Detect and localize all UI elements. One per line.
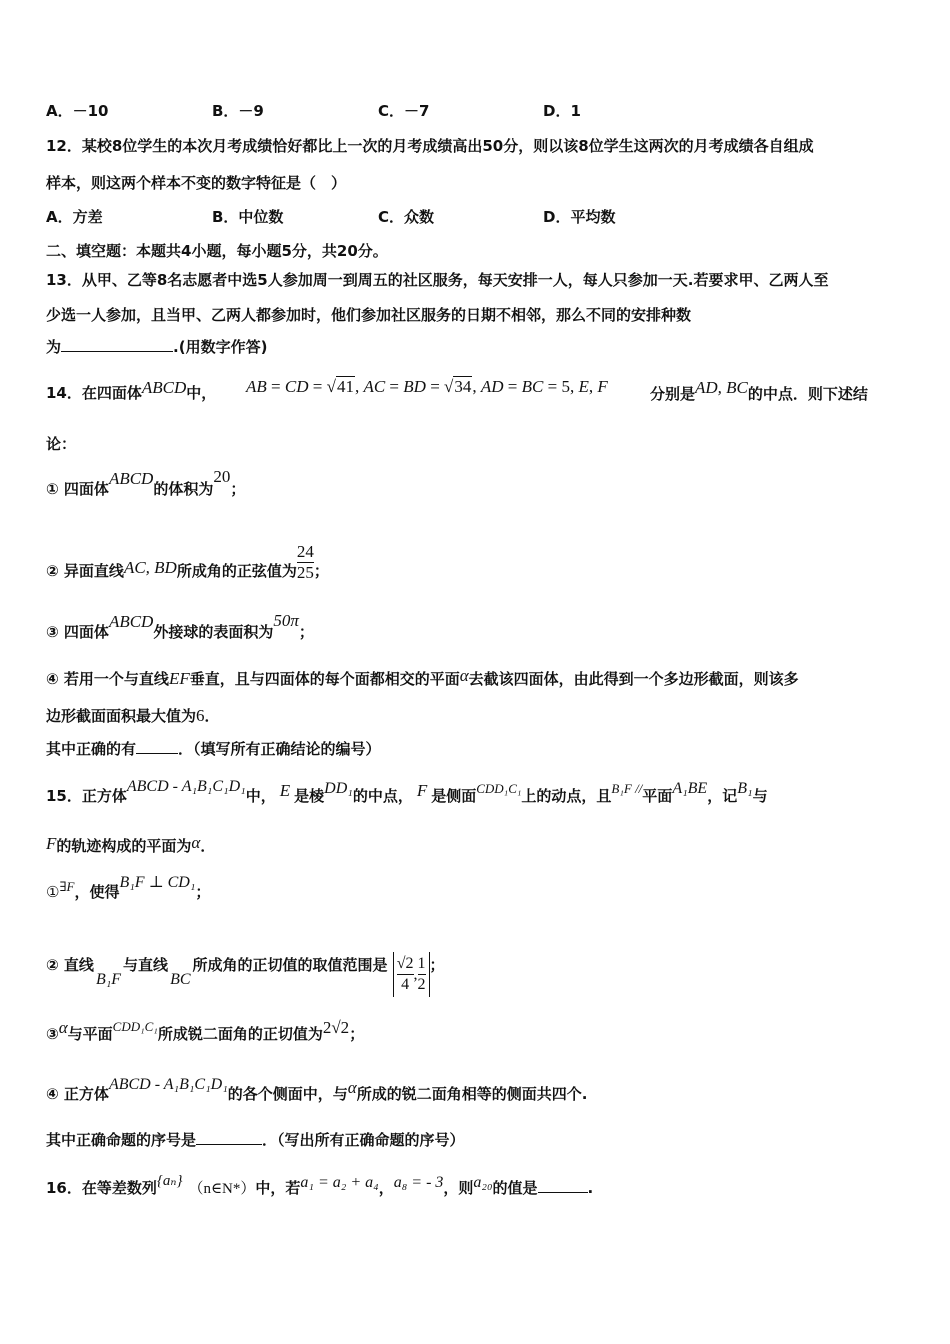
q14-ask-prefix: 其中正确的有 — [46, 740, 137, 758]
q11-option-a: A．－10 — [46, 102, 109, 120]
q15-s2-mid: 与直线 — [123, 956, 169, 974]
q15-line2-alpha: α — [191, 833, 201, 852]
q14-s4-alpha: α — [459, 666, 469, 685]
q11-option-b: B．－9 — [212, 102, 264, 120]
q15-cube: ABCD - A₁B₁C₁D₁ — [126, 778, 246, 795]
q15-mid7: ，记 — [707, 787, 738, 805]
fraction-numerator: 1 — [417, 955, 426, 972]
q16-mid2: ，则 — [443, 1179, 474, 1197]
answer-blank[interactable] — [538, 1178, 588, 1193]
q15-ask-prefix: 其中正确命题的序号是 — [46, 1131, 197, 1149]
q15-s1-num: ① — [46, 883, 60, 901]
q15-plane: A₁BE — [672, 780, 708, 797]
q15-ask — [46, 1130, 465, 1150]
q14-line2: 论： — [46, 435, 77, 453]
q14-statement-1 — [46, 467, 246, 499]
q15-mid1: 中， — [245, 787, 276, 805]
q14-statement-4-line2 — [46, 706, 220, 726]
q11-option-d: D．1 — [543, 102, 581, 120]
q15-s4-cube: ABCD - A₁B₁C₁D₁ — [108, 1076, 228, 1093]
q15-ask-suffix: ．（写出所有正确命题的序号） — [262, 1131, 465, 1149]
q15-point-b1: B₁ — [737, 780, 753, 797]
fraction-denominator: 25 — [296, 563, 314, 582]
q12-text-line2: 样本，则这两个样本不变的数字特征是（ ） — [46, 174, 347, 192]
fraction-numerator: 24 — [296, 542, 314, 561]
q14-s3-mid: 外接球的表面积为 — [153, 623, 274, 641]
q14-s3-tet: ABCD — [108, 612, 154, 631]
q15-s2-interval: $\frac{√2}{4}$ , $\frac{1}{2}$ — [393, 952, 430, 997]
q14-s1-prefix: ① 四面体 — [46, 480, 109, 498]
q14-mid: 中， — [186, 384, 217, 402]
q14-s4-ef: EF — [168, 669, 190, 688]
q15-s3-alpha: α — [58, 1018, 68, 1037]
q16-condition: （n∈N*） — [188, 1181, 256, 1197]
q16-prefix: 16．在等差数列 — [46, 1179, 157, 1197]
q14-statement-2 — [46, 542, 329, 592]
q16-end: . — [587, 1179, 594, 1197]
q14-s3-post: ； — [298, 623, 314, 641]
q15-s1-post: ； — [195, 883, 211, 901]
q14-s2-mid: 所成角的正弦值为 — [176, 562, 297, 580]
q15-s3-mid: 与平面 — [67, 1025, 113, 1043]
q16-equation-1: a₁ = a₂ + a₄ — [300, 1174, 379, 1191]
q14-tetrahedron-name: ABCD — [141, 378, 187, 397]
q13-prefix: 为 — [46, 338, 62, 356]
q14-s4-l2-post: ． — [204, 707, 220, 725]
q14-statement-3 — [46, 611, 314, 642]
fraction-denominator: 4 — [401, 976, 410, 993]
fraction-numerator: √2 — [396, 955, 414, 972]
q16-equation-2: a₈ = - 3 — [393, 1174, 444, 1191]
q15-s2-frac2 — [418, 954, 426, 995]
q12-option-b: B．中位数 — [212, 208, 284, 226]
q14-post1: 分别是 — [650, 385, 696, 403]
fraction-denominator: 2 — [417, 976, 426, 993]
q15-mid8: 与 — [752, 787, 768, 805]
q15-face: CDD₁C₁ — [476, 781, 522, 796]
q14-s4-mid: 垂直，且与四面体的每个面都相交的平面 — [189, 670, 460, 688]
q15-mid6: 平面 — [642, 787, 673, 805]
q15-s3-num: ③ — [46, 1025, 59, 1043]
q15-s2-b1f: B₁F — [95, 971, 122, 988]
q14-prefix: 14．在四面体 — [46, 384, 142, 402]
q15-mid2: 是棱 — [294, 787, 325, 805]
q15-line2-end: ． — [200, 837, 216, 855]
q13-suffix: .(用数字作答) — [173, 338, 268, 356]
q15-line2 — [46, 833, 216, 856]
q15-statement-4 — [46, 1076, 588, 1105]
q14-post2: 的中点．则下述结 — [747, 385, 868, 403]
q14-midpoints: AD, BC — [695, 378, 748, 397]
section-heading: 二、填空题：本题共4小题，每小题5分，共20分。 — [46, 242, 388, 260]
answer-blank[interactable] — [61, 337, 173, 352]
q14-s4-prefix: ④ 若用一个与直线 — [46, 670, 169, 688]
q15-line2-text: 的轨迹构成的平面为 — [56, 837, 192, 855]
q15-point-e: E — [279, 781, 291, 800]
q12-option-c: C．众数 — [378, 208, 435, 226]
q13-text-line3 — [46, 337, 267, 357]
q15-s2-mid2: 所成角的正切值的取值范围是 — [192, 956, 388, 974]
q15-edge-dd1: DD₁ — [324, 780, 353, 797]
q16-sequence: {aₙ} — [156, 1173, 183, 1189]
q15-s4-prefix: ④ 正方体 — [46, 1085, 109, 1103]
q13-text-line2: 少选一人参加，且当甲、乙两人都参加时，他们参加社区服务的日期不相邻，那么不同的安排种数 — [46, 306, 692, 324]
q15-s1-expr: B₁F ⊥ CD₁ — [119, 874, 196, 891]
q15-s2-post: ； — [429, 956, 445, 974]
q14-condition: AB = CD = √41, AC = BD = √34, AD = BC = 5, E, F — [246, 377, 608, 396]
answer-blank[interactable] — [196, 1130, 262, 1145]
q12-text-line1: 12．某校8位学生的本次月考成绩恰好都比上一次的月考成绩高出50分，则以该8位学生这两次的月考成绩各自组成 — [46, 137, 814, 155]
q16-mid: 中，若 — [255, 1179, 301, 1197]
q15-s3-face: CDD₁C₁ — [112, 1019, 158, 1034]
q15-s4-post: 所成的锐二面角相等的侧面共四个. — [356, 1085, 588, 1103]
q14-s3-value: 50π — [273, 611, 299, 630]
q15-mid3: 的中点， — [352, 787, 413, 805]
q14-s2-lines: AC, BD — [123, 558, 177, 577]
q15-mid4: 是侧面 — [431, 787, 477, 805]
q15-s4-mid: 的各个侧面中，与 — [227, 1085, 348, 1103]
q14-s1-mid: 的体积为 — [153, 480, 214, 498]
q15-s3-mid2: 所成锐二面角的正切值为 — [157, 1025, 323, 1043]
q14-s2-fraction — [297, 542, 314, 583]
q15-s2-bc: BC — [170, 971, 191, 988]
q15-s2-frac1 — [397, 954, 414, 995]
q15-s3-post: ； — [349, 1025, 365, 1043]
q15-s1-exists: ∃F — [59, 879, 75, 894]
q15-statement-2 — [46, 954, 445, 999]
q16-comma: ， — [378, 1179, 394, 1197]
q15-statement-3 — [46, 1018, 365, 1045]
answer-blank[interactable] — [136, 739, 178, 754]
q15-mid5: 上的动点，且 — [521, 787, 612, 805]
q14-s1-post: ； — [230, 480, 246, 498]
q14-s1-tet: ABCD — [108, 469, 154, 488]
q14-ask-suffix: ．（填写所有正确结论的编号） — [178, 740, 381, 758]
q16-stem — [46, 1173, 594, 1199]
q14-stem-tail — [650, 378, 868, 404]
q15-s1-mid: ，使得 — [74, 883, 120, 901]
q15-b1f-parallel: B₁F // — [611, 781, 643, 796]
q15-s2-prefix: ② 直线 — [46, 956, 94, 974]
q14-s2-post: ； — [313, 562, 329, 580]
q15-point-f: F — [416, 781, 428, 800]
q11-option-c: C．－7 — [378, 102, 430, 120]
q14-s2-prefix: ② 异面直线 — [46, 562, 124, 580]
q15-s4-alpha: α — [347, 1078, 357, 1097]
q16-post: 的值是 — [492, 1179, 538, 1197]
q15-prefix: 15．正方体 — [46, 787, 127, 805]
q15-line2-f: F — [46, 834, 57, 853]
q15-statement-1 — [46, 874, 211, 903]
q14-stem — [46, 378, 217, 403]
q12-option-d: D．平均数 — [543, 208, 616, 226]
q13-text-line1: 13．从甲、乙等8名志愿者中选5人参加周一到周五的社区服务，每天安排一人，每人只参加一天.若要求甲、乙两人至 — [46, 271, 829, 289]
q15-stem — [46, 778, 768, 807]
q14-s3-prefix: ③ 四面体 — [46, 623, 109, 641]
q14-s1-value: 20 — [213, 467, 231, 486]
q14-ask — [46, 739, 381, 759]
q14-s4-post: 去截该四面体，由此得到一个多边形截面，则该多 — [468, 670, 799, 688]
q14-s4-value: 6 — [196, 706, 205, 725]
q14-s4-l2-prefix: 边形截面面积最大值为 — [46, 707, 197, 725]
q14-statement-4-line1 — [46, 666, 799, 689]
q16-a20: a₂₀ — [473, 1174, 493, 1191]
q15-s3-value: 2√2 — [322, 1018, 350, 1037]
q12-option-a: A．方差 — [46, 208, 103, 226]
